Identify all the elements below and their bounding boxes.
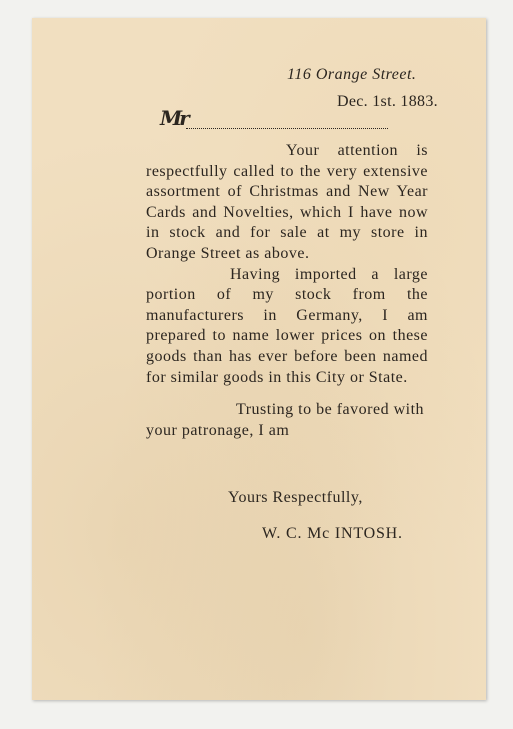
letter-body — [146, 141, 428, 441]
letter-date: Dec. 1st. 1883. — [337, 93, 438, 110]
signature-name: W. C. Mc INTOSH. — [262, 525, 403, 542]
paragraph-attention: Your attention is respectfully called to the very extensive assortment of Christmas and New Year Cards and Novelties, which I have now in stock and for sale at my store in Orange Street as above. — [146, 142, 428, 262]
paragraph-patronage: Trusting to be favored with your patronage, I am — [146, 401, 425, 439]
salutation-mark: Mr — [160, 106, 187, 130]
paragraph-imported: Having imported a large portion of my stock from the manufacturers in Germany, I am prepared to name lower prices on these goods than has ever before been named for similar goods in this City or State. — [146, 265, 428, 386]
salutation-dotted-line — [186, 128, 388, 129]
closing-line: Yours Respectfully, — [228, 489, 363, 506]
street-address: 116 Orange Street. — [287, 66, 417, 83]
letter-card — [32, 18, 486, 700]
